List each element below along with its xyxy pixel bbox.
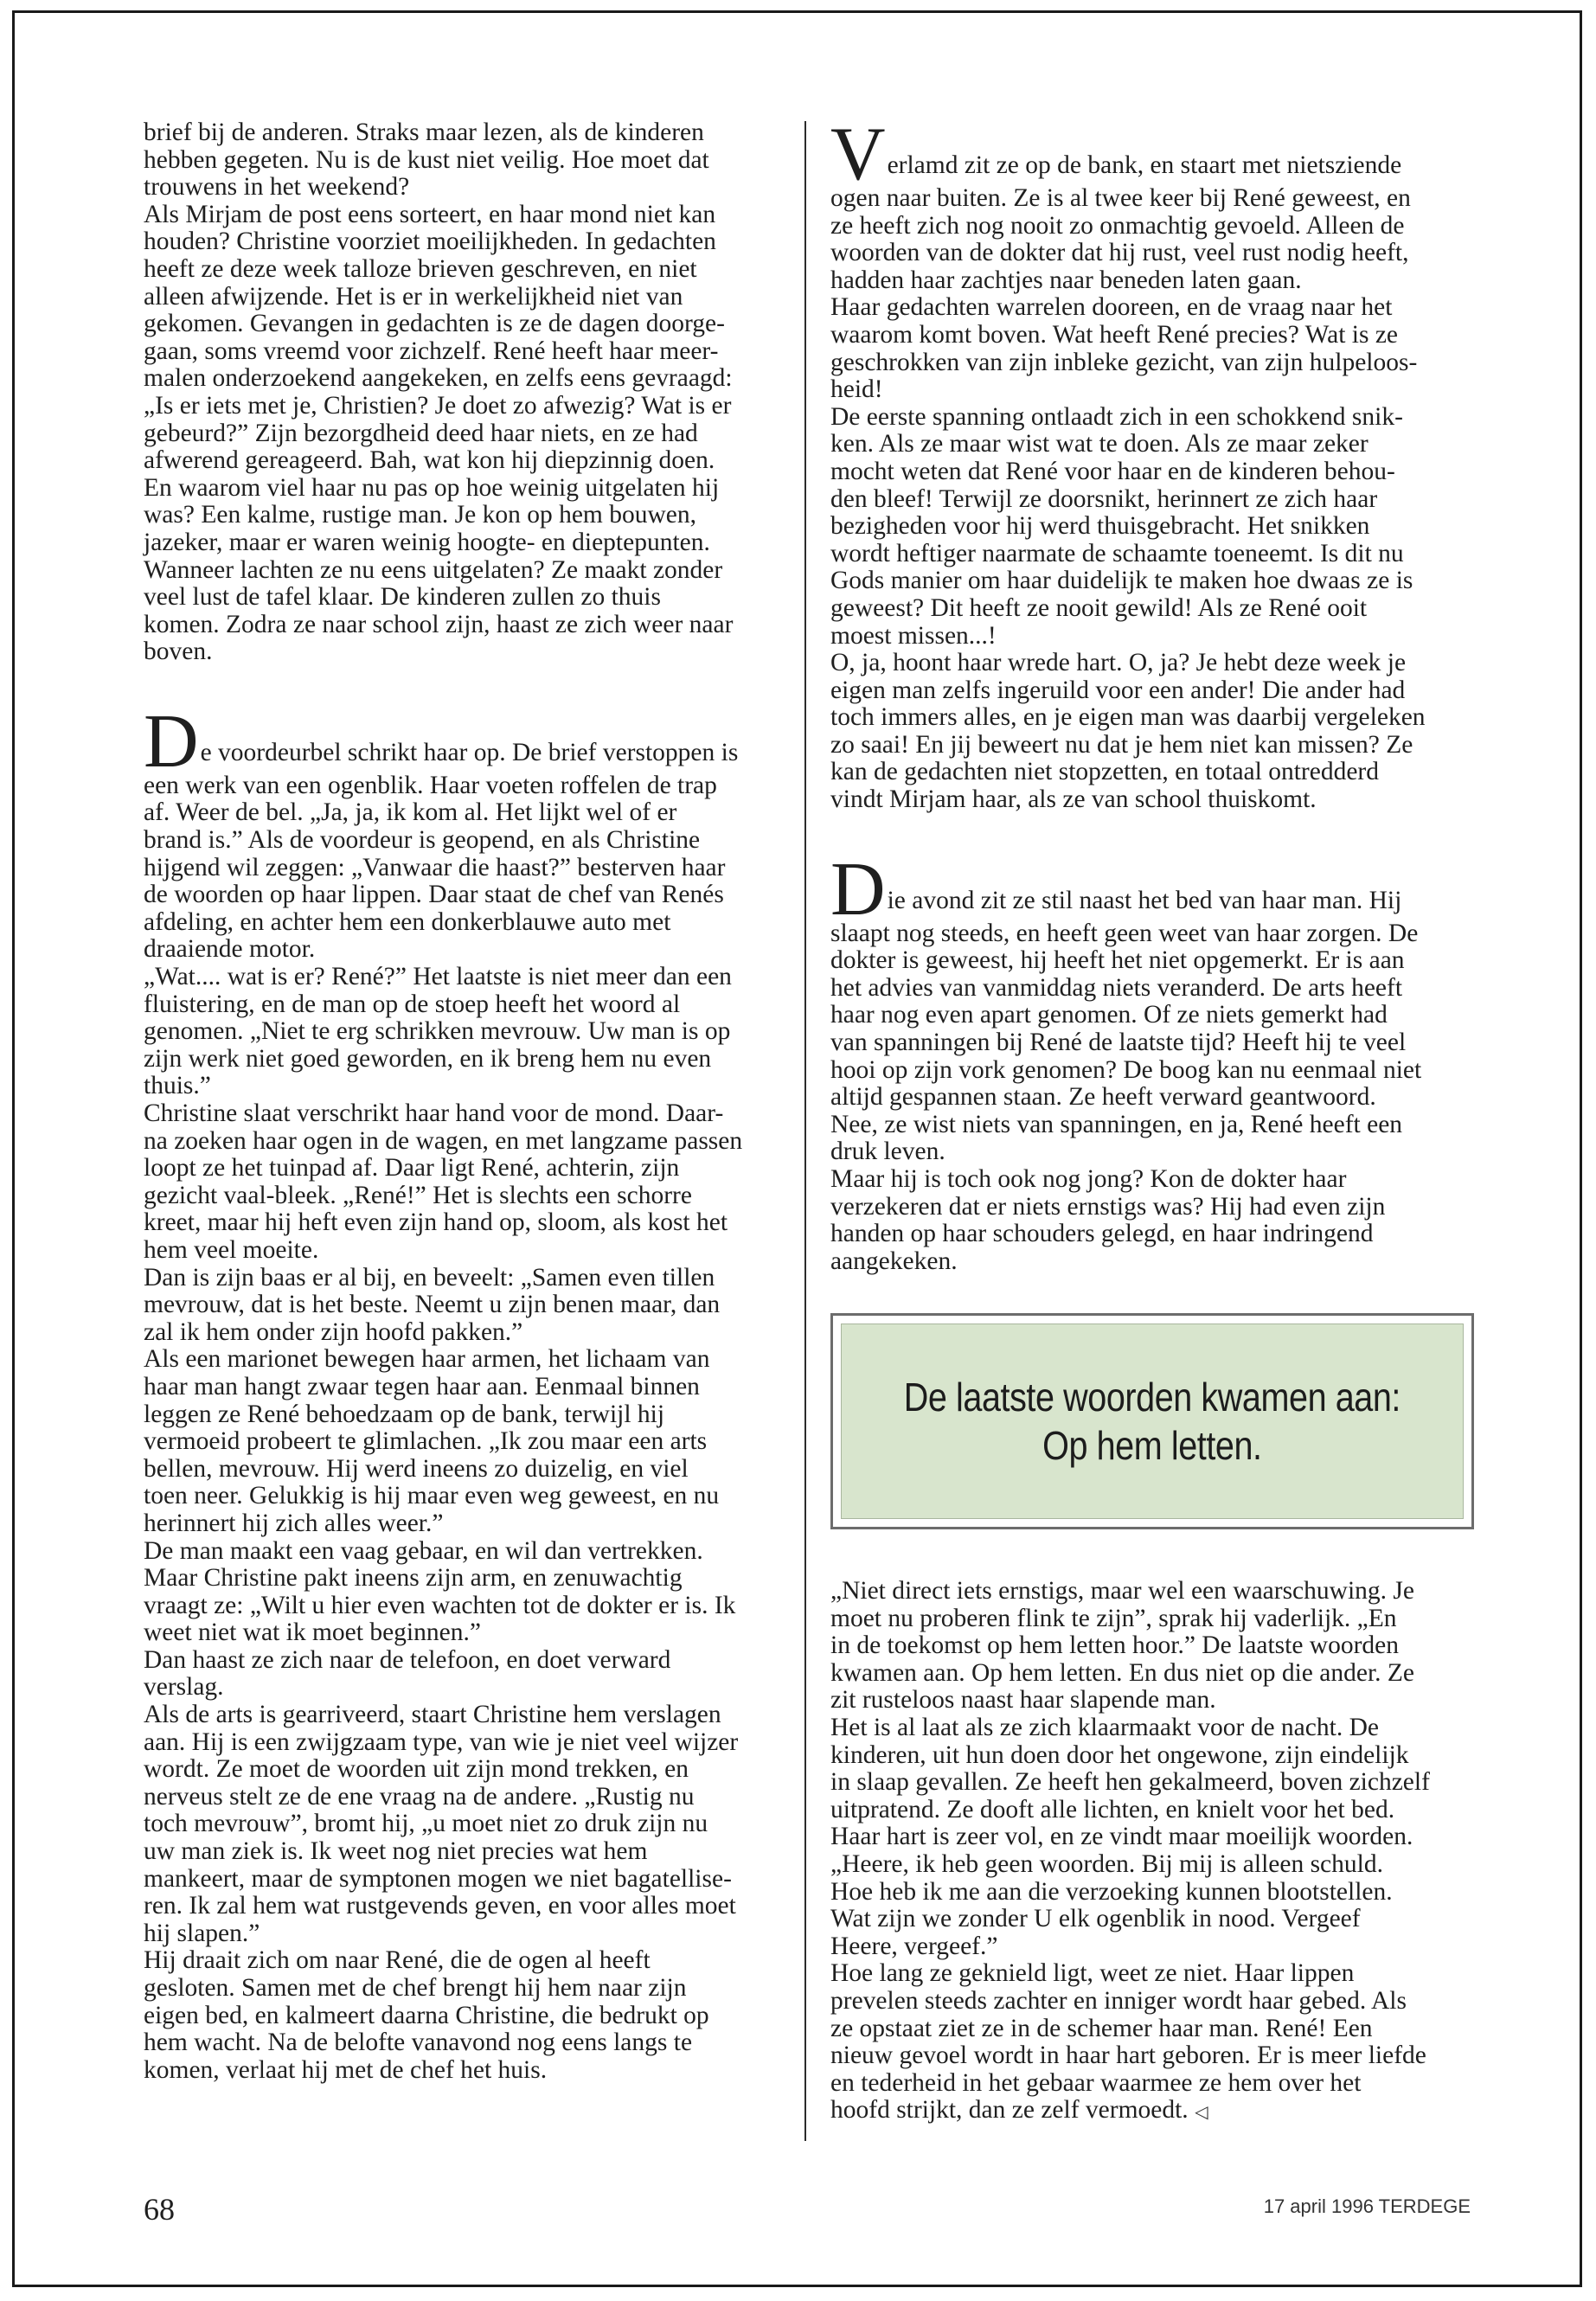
right-section-2 xyxy=(830,847,1471,1276)
paragraph-line: kwamen aan. Op hem letten. En dus niet op die ander. Ze xyxy=(830,1658,1415,1687)
left-section-2 xyxy=(144,699,784,2085)
paragraph-line: weet niet wat ik moet beginnen.” xyxy=(144,1618,481,1647)
paragraph-line: slaapt nog steeds, en heeft geen weet van haar zorgen. De xyxy=(830,919,1419,947)
paragraph-line: Hoe heb ik me aan die verzoeking kunnen blootstellen. xyxy=(830,1877,1393,1906)
paragraph-line: geweest? Dit heeft ze nooit gewild! Als ze René ooit xyxy=(830,593,1368,622)
paragraph-line: veel lust de tafel klaar. De kinderen zullen zo thuis xyxy=(144,583,661,612)
drop-cap: D xyxy=(144,699,199,784)
paragraph-line: Dan haast ze zich naar de telefoon, en doet verward xyxy=(144,1645,671,1674)
left-section-1 xyxy=(144,119,784,666)
paragraph-line: Als Mirjam de post eens sorteert, en haar mond niet kan xyxy=(144,200,716,228)
paragraph-line: zal ik hem onder zijn hoofd pakken.” xyxy=(144,1317,523,1346)
paragraph-line: toen neer. Gelukkig is hij maar even weg geweest, en nu xyxy=(144,1482,720,1510)
paragraph-line: Haar hart is zeer vol, en ze vindt maar moeilijk woorden. xyxy=(830,1823,1413,1851)
paragraph-line: nieuw gevoel wordt in haar hart geboren. Er is meer liefde xyxy=(830,2041,1426,2070)
paragraph-line: Dan is zijn baas er al bij, en beveelt: „Samen even tillen xyxy=(144,1263,715,1292)
paragraph-line: aan. Hij is een zwijgzaam type, van wie je niet veel wijzer xyxy=(144,1727,739,1756)
paragraph-line: prevelen steeds zachter en inniger wordt haar gebed. Als xyxy=(830,1986,1407,2015)
paragraph-line: hem veel moeite. xyxy=(144,1235,319,1264)
paragraph-line: verzekeren dat er niets ernstigs was? Hij had even zijn xyxy=(830,1192,1386,1221)
paragraph-line: vraagt ze: „Wilt u hier even wachten tot de dokter er is. Ik xyxy=(144,1591,736,1619)
column-divider xyxy=(804,121,806,2141)
paragraph-line: bezigheden voor hij werd thuisgebracht. Het snikken xyxy=(830,512,1370,541)
paragraph-line: komen, verlaat hij met de chef het huis. xyxy=(144,2055,548,2084)
paragraph-line: na zoeken haar ogen in de wagen, en met langzame passen xyxy=(144,1126,743,1155)
paragraph-line: Gods manier om haar duidelijk te maken hoe dwaas ze is xyxy=(830,567,1413,595)
paragraph-line: heeft ze deze week talloze brieven geschreven, en niet xyxy=(144,254,697,283)
paragraph-line: het advies van vanmiddag niets veranderd. De arts heeft xyxy=(830,973,1403,1002)
paragraph-line: thuis.” xyxy=(144,1072,211,1100)
paragraph-line: gezicht vaal-bleek. „René!” Het is slechts een schorre xyxy=(144,1181,692,1209)
paragraph-line: herinnert hij zich alles weer.” xyxy=(144,1509,444,1537)
issue-date: 17 april 1996 TERDEGE xyxy=(1263,2195,1471,2217)
paragraph-line: in slaap gevallen. Ze heeft hen gekalmeerd, boven zichzelf xyxy=(830,1768,1430,1797)
paragraph-line: ken. Als ze maar wist wat te doen. Als ze maar zeker xyxy=(830,430,1368,458)
paragraph-line: e voordeurbel schrikt haar op. De brief verstoppen is xyxy=(200,738,739,766)
paragraph-line: waarom komt boven. Wat heeft René precies? Wat is ze xyxy=(830,320,1399,349)
paragraph-line: geschrokken van zijn inbleke gezicht, van zijn hulpeloos- xyxy=(830,348,1418,376)
pull-quote-text xyxy=(904,1373,1401,1470)
paragraph-line: bellen, mevrouw. Hij werd ineens zo duizelig, en viel xyxy=(144,1454,689,1483)
paragraph-line: Haar gedachten warrelen dooreen, en de vraag naar het xyxy=(830,293,1393,322)
paragraph-line: „Wat.... wat is er? René?” Het laatste is niet meer dan een xyxy=(144,963,732,991)
paragraph-line: Christine slaat verschrikt haar hand voor de mond. Daar- xyxy=(144,1099,724,1127)
paragraph-line: van spanningen bij René de laatste tijd? Heeft hij te veel xyxy=(830,1029,1407,1057)
end-mark-icon: ◁ xyxy=(1195,2103,1208,2123)
paragraph-line: genomen. „Niet te erg schrikken mevrouw. Uw man is op xyxy=(144,1017,731,1046)
paragraph-line: hebben gegeten. Nu is de kust niet veilig. Hoe moet dat xyxy=(144,145,709,174)
paragraph-line: eigen man zelfs ingeruild voor een ander! Die ander had xyxy=(830,676,1406,704)
paragraph-line: een werk van een ogenblik. Haar voeten roffelen de trap xyxy=(144,771,717,799)
paragraph-line: draaiende motor. xyxy=(144,935,316,964)
paragraph-line: malen onderzoekend aangekeken, en zelfs eens gevraagd: xyxy=(144,364,733,393)
paragraph-line: kreet, maar hij heft even zijn hand op, sloom, als kost het xyxy=(144,1208,728,1237)
pull-quote-box xyxy=(830,1313,1474,1529)
paragraph-line: vindt Mirjam haar, als ze van school thuiskomt. xyxy=(830,785,1317,814)
paragraph-line: alleen afwijzende. Het is er in werkelijkheid niet van xyxy=(144,282,683,311)
paragraph-line: Als een marionet bewegen haar armen, het lichaam van xyxy=(144,1345,710,1374)
paragraph-line: vermoeid probeert te glimlachen. „Ik zou maar een arts xyxy=(144,1427,708,1456)
paragraph-line: mankeert, maar de symptonen mogen we niet bagatellise- xyxy=(144,1864,732,1893)
paragraph-line: ze heeft zich nog nooit zo onmachtig gevoeld. Alleen de xyxy=(830,211,1405,240)
drop-cap: D xyxy=(830,847,886,932)
paragraph-line: „Is er iets met je, Christien? Je doet zo afwezig? Wat is er xyxy=(144,391,732,420)
paragraph-line: brief bij de anderen. Straks maar lezen, als de kinderen xyxy=(144,119,704,146)
paragraph-line: Als de arts is gearriveerd, staart Christine hem verslagen xyxy=(144,1701,721,1729)
page-number: 68 xyxy=(144,2192,175,2227)
paragraph-line: ze opstaat ziet ze in de schemer haar man. René! Een xyxy=(830,2014,1373,2042)
paragraph-line: gebeurd?” Zijn bezorgdheid deed haar niets, en ze had xyxy=(144,419,698,447)
paragraph-line: Maar Christine pakt ineens zijn arm, en zenuwachtig xyxy=(144,1564,683,1593)
paragraph-line: uitpratend. Ze dooft alle lichten, en knielt voor het bed. xyxy=(830,1795,1395,1823)
paragraph-line: dokter is geweest, hij heeft het niet opgemerkt. Er is aan xyxy=(830,946,1405,975)
paragraph-line: aangekeken. xyxy=(830,1247,958,1275)
pull-quote-background xyxy=(841,1324,1464,1519)
pull-quote-line: Op hem letten. xyxy=(1042,1423,1262,1468)
paragraph-line: den bleef! Terwijl ze doorsnikt, herinnert ze zich haar xyxy=(830,484,1378,513)
right-section-3 xyxy=(830,1578,1471,2097)
paragraph-line: gesloten. Samen met de chef brengt hij hem naar zijn xyxy=(144,1974,687,2002)
paragraph-line: uw man ziek is. Ik weet nog niet precies wat hem xyxy=(144,1837,648,1866)
paragraph-line: trouwens in het weekend? xyxy=(144,173,410,202)
section-gap xyxy=(144,666,784,707)
pull-quote-line: De laatste woorden kwamen aan: xyxy=(903,1375,1401,1420)
paragraph-line: hij slapen.” xyxy=(144,1919,260,1947)
paragraph-line: Wat zijn we zonder U elk ogenblik in nood. Vergeef xyxy=(830,1905,1361,1933)
paragraph-line: mevrouw, dat is het beste. Neemt u zijn benen maar, dan xyxy=(144,1291,721,1319)
right-column xyxy=(830,112,1471,1275)
paragraph-line: Hoe lang ze geknield ligt, weet ze niet. Haar lippen xyxy=(830,1959,1355,1988)
paragraph-line: haar man hangt zwaar tegen haar aan. Eenmaal binnen xyxy=(144,1372,700,1400)
right-section-1 xyxy=(830,112,1471,814)
paragraph-line: O, ja, hoont haar wrede hart. O, ja? Je hebt deze week je xyxy=(830,649,1407,677)
paragraph-line: Maar hij is toch ook nog jong? Kon de dokter haar xyxy=(830,1165,1347,1193)
paragraph-line: afwerend gereageerd. Bah, wat kon hij diepzinnig doen. xyxy=(144,446,715,475)
paragraph-line: Wanneer lachten ze nu eens uitgelaten? Ze maakt zonder xyxy=(144,555,723,584)
paragraph-line: De man maakt een vaag gebaar, en wil dan vertrekken. xyxy=(144,1536,703,1565)
paragraph-line: komen. Zodra ze naar school zijn, haast ze zich weer naar xyxy=(144,610,734,638)
paragraph-line: En waarom viel haar nu pas op hoe weinig uitgelaten hij xyxy=(144,473,720,502)
left-column xyxy=(144,119,784,2084)
paragraph-line: houden? Christine voorziet moeilijkheden. In gedachten xyxy=(144,228,716,256)
paragraph-line: eigen bed, en kalmeert daarna Christine, die bedrukt op xyxy=(144,2001,709,2029)
paragraph-line: Het is al laat als ze zich klaarmaakt voor de nacht. De xyxy=(830,1713,1379,1741)
paragraph-line: nerveus stelt ze de ene vraag na de andere. „Rustig nu xyxy=(144,1782,695,1811)
paragraph-line: in de toekomst op hem letten hoor.” De laatste woorden xyxy=(830,1631,1400,1660)
paragraph-line: loopt ze het tuinpad af. Daar ligt René, achterin, zijn xyxy=(144,1154,680,1183)
paragraph-line-last: hoofd strijkt, dan ze zelf vermoedt. ◁ xyxy=(830,2096,1208,2125)
paragraph-line: heid! xyxy=(830,375,883,404)
paragraph-line: jazeker, maar er waren weinig hoogte- en dieptepunten. xyxy=(144,528,710,556)
paragraph-line: boven. xyxy=(144,638,213,666)
paragraph-line: wordt heftiger naarmate de schaamte toeneemt. Is dit nu xyxy=(830,539,1404,567)
paragraph-line: ie avond zit ze stil naast het bed van haar man. Hij xyxy=(887,886,1402,914)
paragraph-line: moest missen...! xyxy=(830,621,997,650)
paragraph-line: hooi op zijn vork genomen? De boog kan nu eenmaal niet xyxy=(830,1055,1422,1084)
paragraph-line: woorden van de dokter dat hij rust, veel rust nodig heeft, xyxy=(830,239,1409,267)
drop-cap: V xyxy=(830,112,886,196)
paragraph-line: was? Een kalme, rustige man. Je kon op hem bouwen, xyxy=(144,501,697,529)
paragraph-line: afdeling, en achter hem een donkerblauwe auto met xyxy=(144,907,671,936)
paragraph-line: de woorden op haar lippen. Daar staat de chef van Renés xyxy=(144,881,724,909)
paragraph-line: mocht weten dat René voor haar en de kinderen behou- xyxy=(830,457,1395,485)
paragraph-line: „Heere, ik heb geen woorden. Bij mij is alleen schuld. xyxy=(830,1849,1383,1878)
paragraph-line: Nee, ze wist niets van spanningen, en ja, René heeft een xyxy=(830,1110,1403,1138)
paragraph-line: hijgend wil zeggen: „Vanwaar die haast?” besterven haar xyxy=(144,853,726,881)
paragraph-line: leggen ze René behoedzaam op de bank, terwijl hij xyxy=(144,1400,665,1428)
paragraph-line: ogen naar buiten. Ze is al twee keer bij René geweest, en xyxy=(830,184,1411,212)
paragraph-line: fluistering, en de man op de stoep heeft het woord al xyxy=(144,990,681,1018)
paragraph-line: en tederheid in het gebaar waarmee ze hem over het xyxy=(830,2068,1362,2097)
paragraph-line: moet nu proberen flink te zijn”, sprak hij vaderlijk. „En xyxy=(830,1604,1397,1632)
section-gap xyxy=(830,814,1471,855)
paragraph-line: „Niet direct iets ernstigs, maar wel een waarschuwing. Je xyxy=(830,1577,1414,1605)
paragraph-line: hem wacht. Na de belofte vanavond nog eens langs te xyxy=(144,2029,693,2057)
paragraph-line: gekomen. Gevangen in gedachten is ze de dagen doorge- xyxy=(144,310,725,338)
paragraph-line: erlamd zit ze op de bank, en staart met nietsziende xyxy=(887,151,1402,179)
paragraph-line: kan de gedachten niet stopzetten, en totaal ontredderd xyxy=(830,758,1379,786)
paragraph-line: af. Weer de bel. „Ja, ja, ik kom al. Het lijkt wel of er xyxy=(144,798,677,827)
paragraph-line: gaan, soms vreemd voor zichzelf. René heeft haar meer- xyxy=(144,336,719,365)
paragraph-line: verslag. xyxy=(144,1673,224,1702)
paragraph-line: toch immers alles, en je eigen man was daarbij vergeleken xyxy=(830,703,1426,732)
paragraph-line: altijd gespannen staan. Ze heeft verward geantwoord. xyxy=(830,1083,1376,1112)
paragraph-line: druk leven. xyxy=(830,1138,945,1166)
paragraph-line: wordt. Ze moet de woorden uit zijn mond trekken, en xyxy=(144,1755,689,1784)
paragraph-line: hadden haar zachtjes naar beneden laten gaan. xyxy=(830,266,1302,294)
paragraph-line: handen op haar schouders gelegd, en haar indringend xyxy=(830,1220,1374,1248)
paragraph-line: toch mevrouw”, bromt hij, „u moet niet zo druk zijn nu xyxy=(144,1810,708,1838)
paragraph-line: zijn werk niet goed geworden, en ik breng hem nu even xyxy=(144,1044,712,1073)
paragraph-line: haar nog even apart genomen. Of ze niets gemerkt had xyxy=(830,1001,1388,1029)
paragraph-line: kinderen, uit hun doen door het ongewone, zijn eindelijk xyxy=(830,1740,1409,1769)
paragraph-line: zo saai! En jij beweert nu dat je hem niet kan missen? Ze xyxy=(830,730,1413,759)
right-column-lower xyxy=(830,1578,1471,2127)
paragraph-line: Heere, vergeef.” xyxy=(830,1932,998,1960)
paragraph-line: De eerste spanning ontlaadt zich in een schokkend snik- xyxy=(830,402,1403,431)
paragraph-line: Hij draait zich om naar René, die de ogen al heeft xyxy=(144,1946,651,1975)
paragraph-line: ren. Ik zal hem wat rustgevends geven, en voor alles moet xyxy=(144,1892,736,1920)
paragraph-line: brand is.” Als de voordeur is geopend, en als Christine xyxy=(144,826,701,855)
paragraph-line: zit rusteloos naast haar slapende man. xyxy=(830,1686,1216,1715)
